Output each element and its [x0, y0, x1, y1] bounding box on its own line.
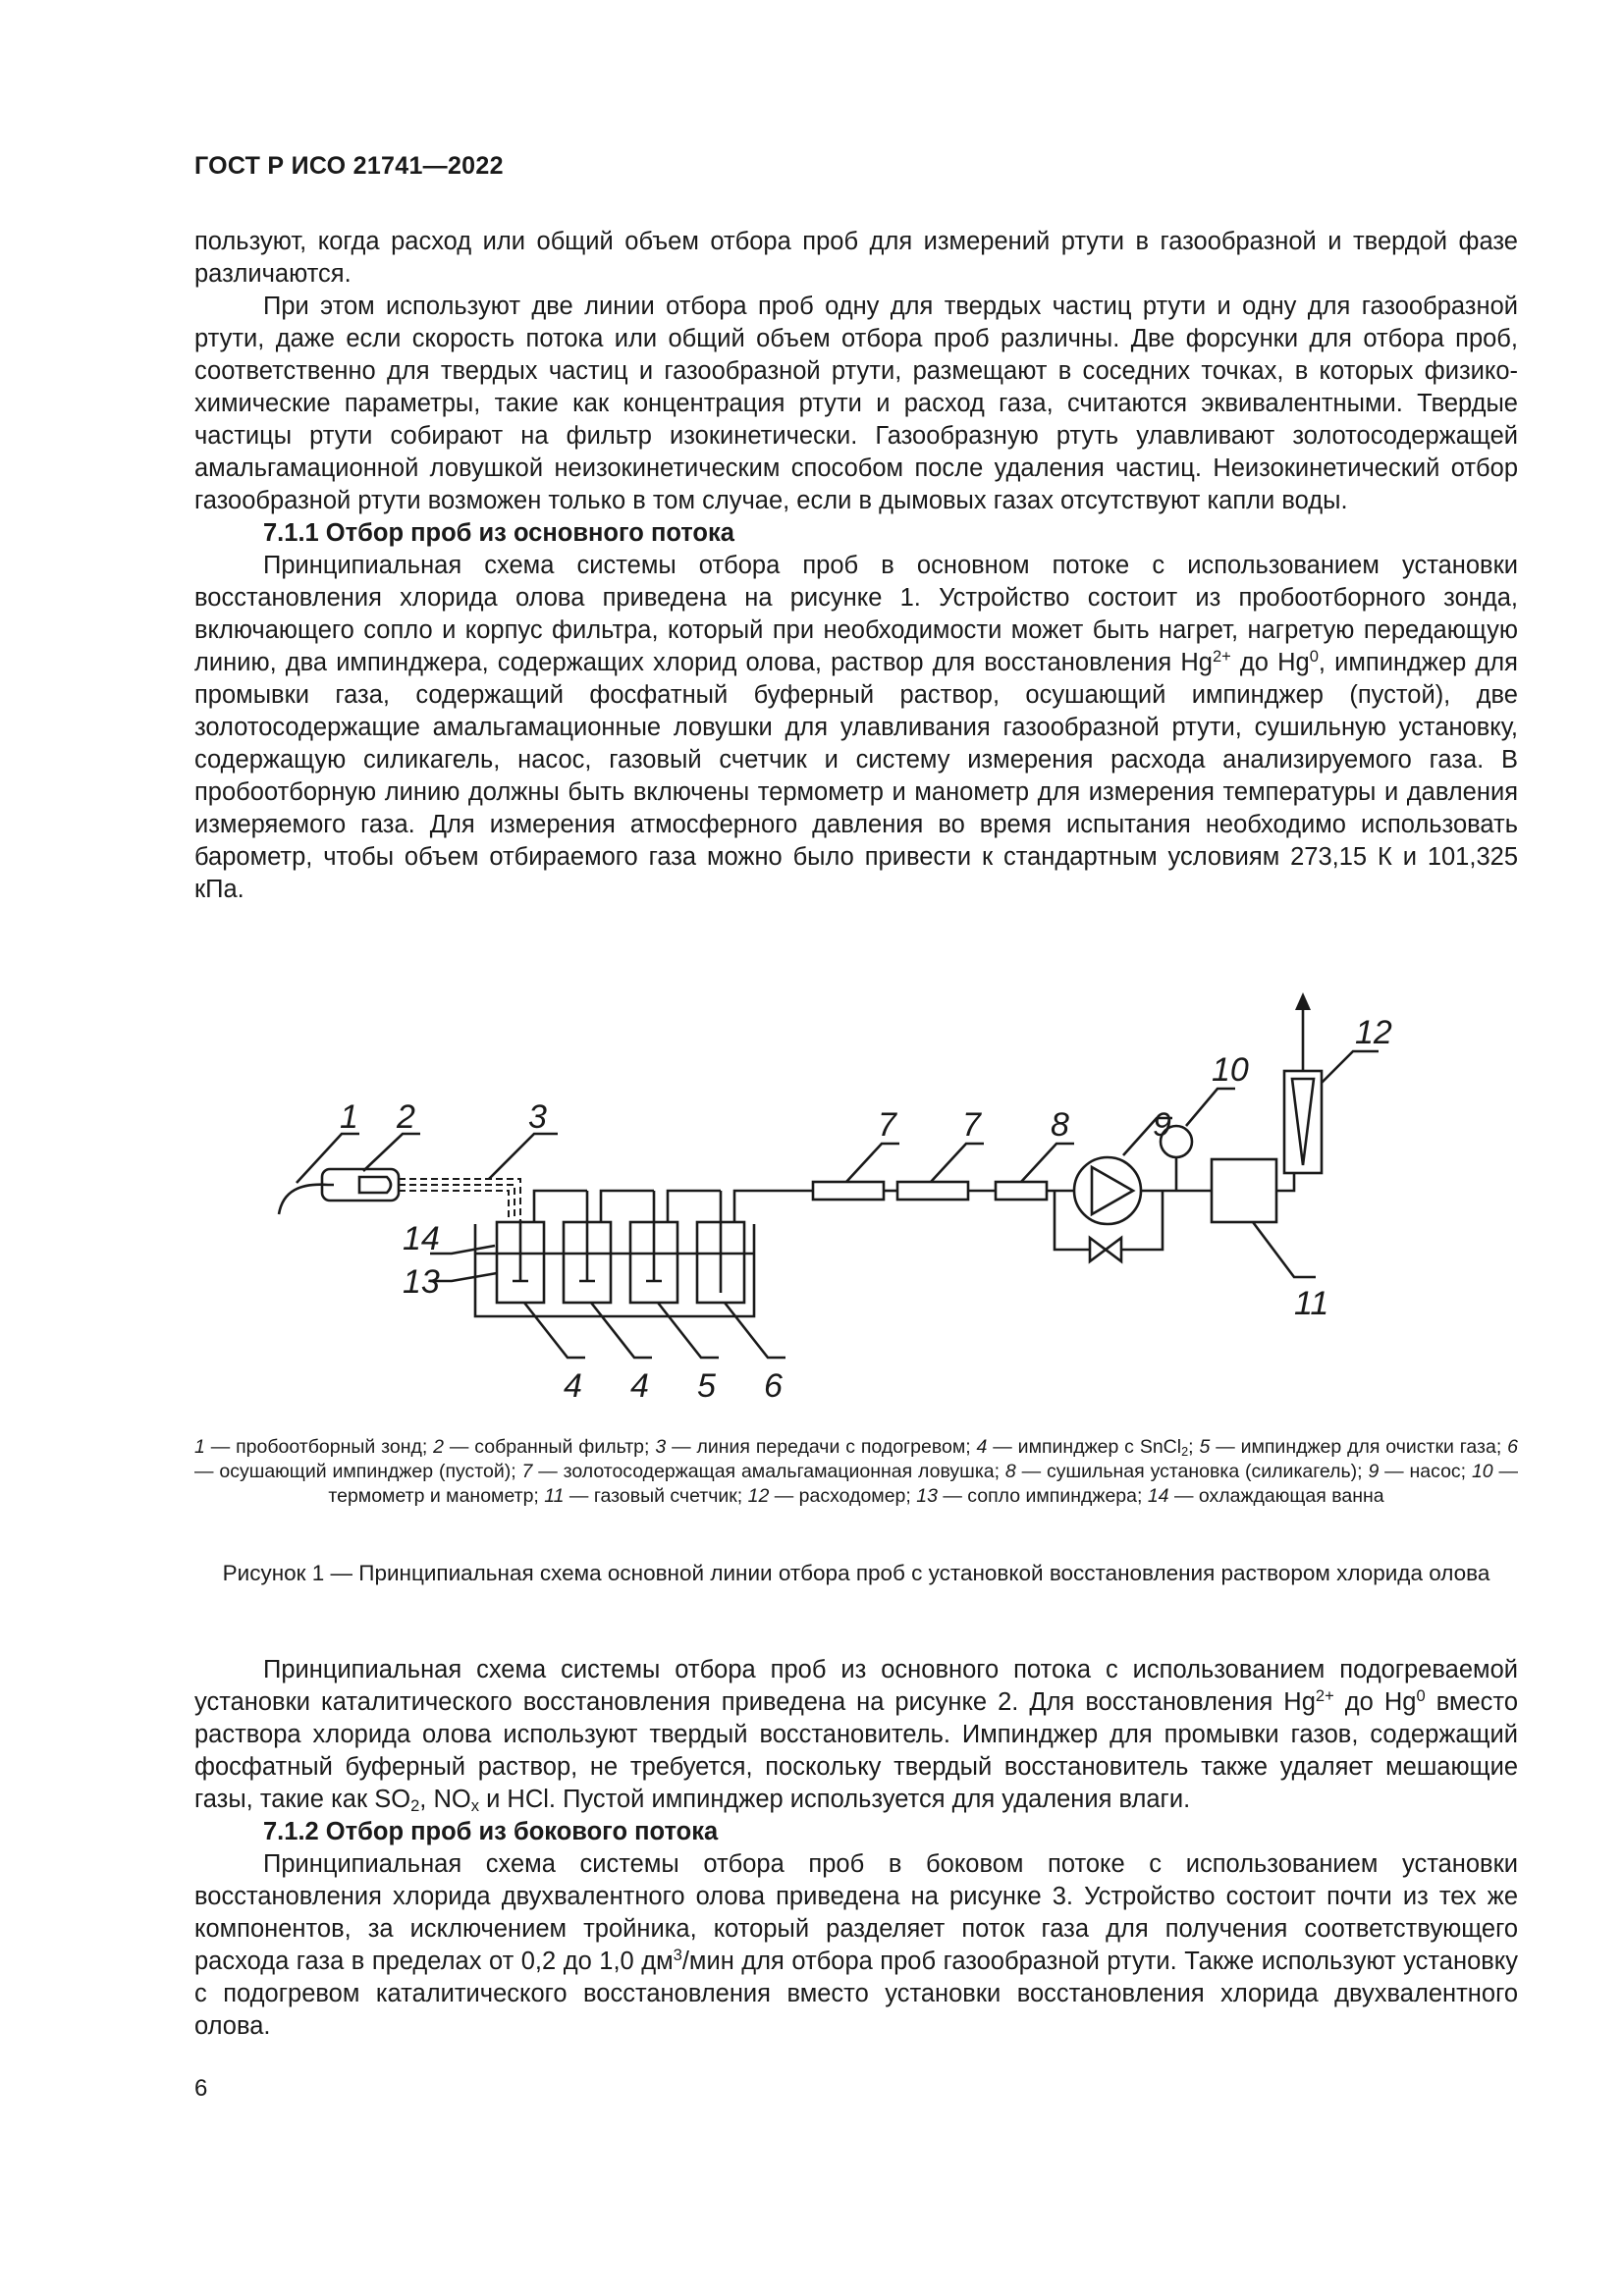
section-heading-7-1-1: 7.1.1 Отбор проб из основного потока — [263, 519, 734, 547]
figure-1-sampling-scheme — [194, 987, 1518, 1438]
pipe-5-6 — [668, 1191, 721, 1222]
paragraph-two-lines: При этом используют две линии отбора проб одну для твердых частиц ртути и одну для газообразной ртути, даже если скорость потока или общий объем отбора проб различны. Две форсунки для отбора проб, соответственно для твердых частиц и газообразной ртути, размещают в соседних точках, в которых физико-химические параметры, такие как концентрация ртути и расход газа, считаются эквивалентными. Твердые частицы ртути собирают на фильтр изокинетически. Газообразную ртуть улавливают золотосодержащей амальгамационной ловушкой неизокинетическим способом после удаления частиц. Неизокинетический отбор газообразной ртути возможен только в том случае, если в дымовых газах отсутствуют капли воды. — [194, 293, 1518, 514]
paragraph-catalytic-reduction: Принципиальная схема системы отбора проб из основного потока с использованием подогреваемой установки каталитического восстановления приведена на рисунке 2. Для восстановления $Hg^{2+}$ до Hg$^0$ вместо раствора хлорида олова используют твердый восстановитель. Импинджер для промывки газов, содержащий фосфатный буферный раствор, не требуется, поскольку твердый восстановитель также удаляет мешающие газы, такие как $SO_2$, $NO_x$ и HCl. Пустой импинджер используется для удаления влаги. — [194, 1656, 1518, 1816]
gas-meter — [1212, 1159, 1276, 1222]
rotameter-float — [1292, 1079, 1314, 1165]
bypass-valve — [1090, 1238, 1121, 1261]
callout-13: 13 — [403, 1263, 440, 1301]
callout-11: 11 — [1294, 1285, 1329, 1322]
callout-14: 14 — [403, 1220, 440, 1257]
callout-4b: 4 — [630, 1367, 649, 1405]
pipe-4a-4b — [534, 1191, 587, 1222]
filter-element — [359, 1177, 391, 1193]
document-header: ГОСТ Р ИСО 21741—2022 — [194, 152, 504, 180]
callout-2: 2 — [397, 1098, 415, 1136]
callout-12: 12 — [1355, 1014, 1392, 1051]
callout-3: 3 — [528, 1098, 547, 1136]
callout-9: 9 — [1153, 1106, 1171, 1144]
impinger-nozzle — [513, 1220, 528, 1281]
callout-10: 10 — [1212, 1051, 1249, 1089]
callout-7b: 7 — [962, 1106, 981, 1144]
pipe-6-out — [734, 1191, 774, 1222]
paragraph-side-flow-scheme: Принципиальная схема системы отбора проб в боковом потоке с использованием установки восстановления хлорида двухвалентного олова приведена на рисунке 3. Устройство состоит почти из тех же компонентов, за исключением тройника, который разделяет поток газа для получения соответствующего расхода газа в пределах от 0,2 до 1,0 $дм^3$/мин для отбора проб газообразной ртути. Также используют установку с подогревом каталитического восстановления вместо установки восстановления хлорида двухвалентного олова. — [194, 1850, 1518, 2040]
callout-7a: 7 — [878, 1106, 896, 1144]
page-number: 6 — [194, 2075, 208, 2102]
scheme-diagram — [194, 987, 1518, 1438]
amalgam-trap-2 — [897, 1182, 968, 1200]
amalgam-trap-1 — [813, 1182, 884, 1200]
callout-1: 1 — [340, 1098, 358, 1136]
paragraph-main-flow-scheme: Принципиальная схема системы отбора проб в основном потоке с использованием установки восстановления хлорида олова приведена на рисунке 1. Устройство состоит из пробоотборного зонда, включающего сопло и корпус фильтра, который при необходимости может быть нагрет, нагретую передающую линию, два импинджера, содержащих хлорид олова, раствор для восстановления $Hg^{2+}$ до Hg$^0$, импинджер для промывки газа, содержащий фосфатный буферный раствор, осушающий импинджер (пустой), две золотосодержащие амальгамационные ловушки для улавливания газообразной ртути, сушильную установку, содержащую силикагель, насос, газовый счетчик и систему измерения расхода анализируемого газа. В пробоотборную линию должны быть включены термометр и манометр для измерения температуры и давления измеряемого газа. Для измерения атмосферного давления во время испытания необходимо использовать барометр, чтобы объем отбираемого газа можно было привести к стандартным условиям 273,15 К и 101,325 кПа. — [194, 552, 1518, 903]
text-block-bottom — [194, 1654, 1518, 2043]
paragraph-continuation: пользуют, когда расход или общий объем отбора проб для измерений ртути в газообразной и твердой фазе различаются. — [194, 228, 1518, 288]
callout-5: 5 — [697, 1367, 716, 1405]
heated-transfer-line — [399, 1179, 520, 1220]
figure-caption: Рисунок 1 — Принципиальная схема основной линии отбора проб с установкой восстановления раствором хлорида олова — [222, 1561, 1490, 1585]
pipe-4b-5 — [601, 1191, 654, 1222]
callout-6: 6 — [764, 1367, 783, 1405]
callout-4a: 4 — [564, 1367, 582, 1405]
section-heading-7-1-2: 7.1.2 Отбор проб из бокового потока — [263, 1818, 719, 1845]
bypass-line — [1055, 1191, 1090, 1250]
pump-symbol — [1092, 1167, 1133, 1214]
text-block-top — [194, 226, 1518, 906]
outlet-arrow — [1295, 992, 1311, 1010]
callout-8: 8 — [1051, 1106, 1069, 1144]
figure-legend: 1 — пробоотборный зонд; 2 — собранный фильтр; 3 — линия передачи с подогревом; 4 — импинджер с SnCl$_2$; 5 — импинджер для очистки газа; 6 — осушающий импинджер (пустой); 7 — золотосодержащая амальгамационная ловушка; 8 — сушильная установка (силикагель); 9 — насос; 10 — термометр и манометр; 11 — газовый счетчик; 12 — расходомер; 13 — сопло импинджера; 14 — охлаждающая ванна — [194, 1436, 1519, 1507]
drying-unit — [996, 1182, 1047, 1200]
